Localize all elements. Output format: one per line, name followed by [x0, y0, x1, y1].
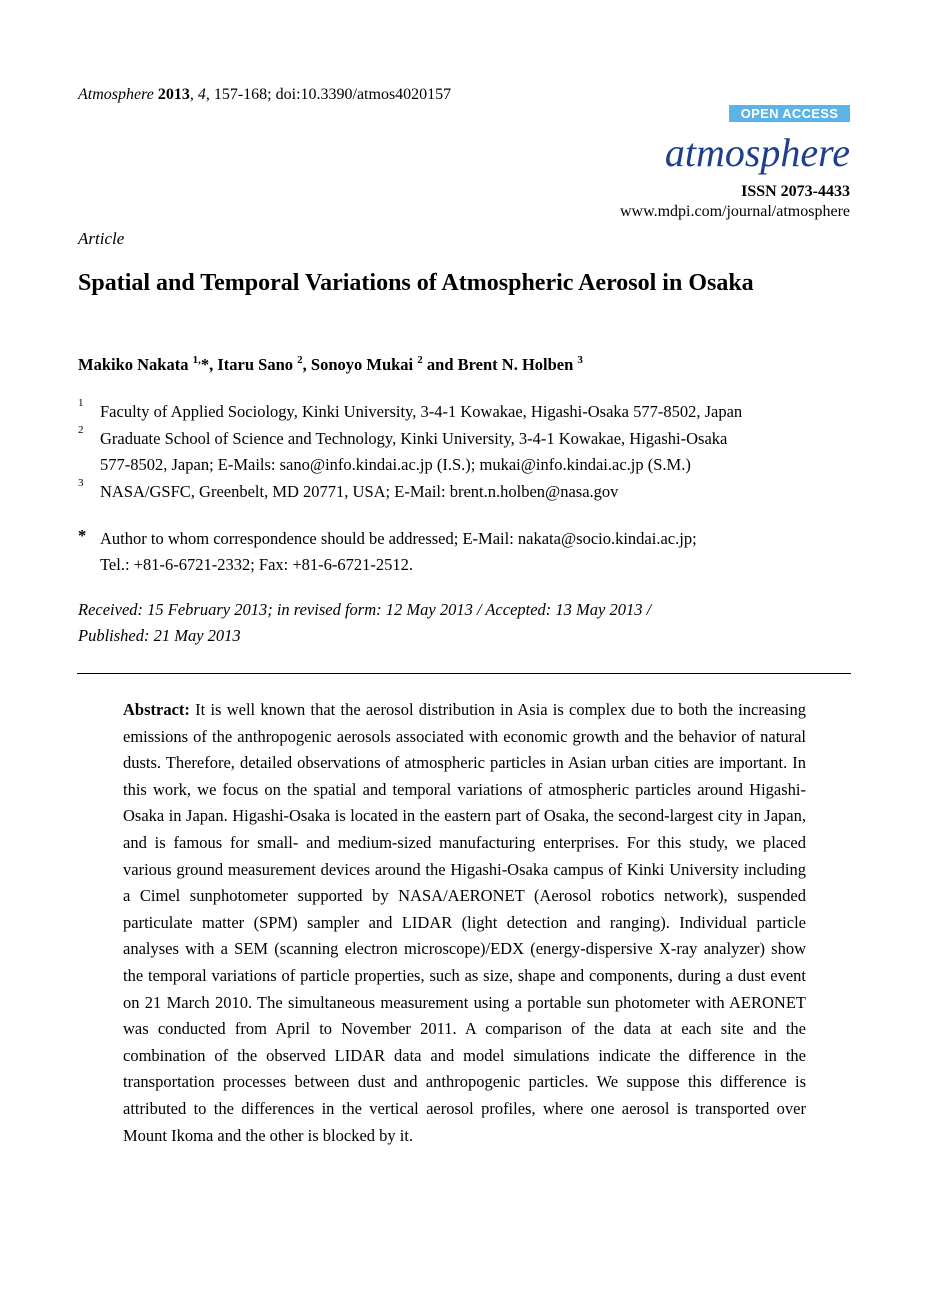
author-name: Makiko Nakata	[78, 355, 189, 374]
section-divider	[77, 673, 851, 674]
article-type: Article	[78, 229, 125, 248]
affiliation-number: 2	[78, 424, 84, 436]
citation-line: Atmosphere 2013, 4, 157-168; doi:10.3390/atmos4020157	[78, 86, 452, 103]
author-affiliation-sup: 2	[417, 354, 423, 366]
article-title: Spatial and Temporal Variations of Atmospheric Aerosol in Osaka	[78, 270, 754, 296]
affiliation-text: NASA/GSFC, Greenbelt, MD 20771, USA; E-Mail: brent.n.holben@nasa.gov	[100, 482, 619, 501]
author-separator: and	[422, 355, 458, 374]
citation-year: 2013	[157, 86, 190, 103]
citation-journal: Atmosphere	[78, 86, 154, 103]
author-name: Sonoyo Mukai	[310, 355, 414, 374]
abstract-label: Abstract:	[123, 700, 190, 719]
citation-doi: , 157-168; doi:10.3390/atmos4020157	[205, 86, 452, 103]
citation-volume: 4	[197, 86, 206, 103]
publication-dates	[78, 597, 838, 649]
affiliation-number: 3	[78, 477, 84, 489]
abstract-text: It is well known that the aerosol distribution in Asia is complex due to both the increasing emissions of the anthropogenic aerosols associated with economic growth and the behavior of natural dusts. Therefore, detailed observations of atmospheric particles in Asian urban cities are important. In this work, we focus on the spatial and temporal variations of atmospheric particles around Higashi-Osaka in Japan. Higashi-Osaka is located in the eastern part of Osaka, the second-largest city in Japan, and is famous for small- and medium-sized manufacturing enterprises. For this study, we placed various ground measurement devices around the Higashi-Osaka campus of Kinki University including a Cimel sunphotometer supported by NASA/AERONET (Aerosol robotics network), suspended particulate matter (SPM) sampler and LIDAR (light detection and ranging). Individual particle analyses with a SEM (scanning electron microscope)/EDX (energy-dispersive X-ray analyzer) show the temporal variations of particle properties, such as size, shape and components, during a dust event on 21 March 2010. The simultaneous measurement using a portable sun photometer with AERONET was conducted from April to November 2011. A comparison of the data at each site and the combination of the observed LIDAR data and model simulations indicate the difference in the transportation processes between dust and anthropogenic particles. We suppose this difference is attributed to the differences in the vertical aerosol profiles, where one aerosol is transported over Mount Ikoma and the other is blocked by it.	[123, 700, 806, 1145]
journal-logo-text: atmosphere	[664, 130, 850, 175]
affiliation-text: 577-8502, Japan; E-Mails: sano@info.kindai.ac.jp (I.S.); mukai@info.kindai.ac.jp (S.M.)	[100, 455, 691, 474]
author-name: Brent N. Holben	[457, 355, 574, 374]
author-list	[78, 355, 583, 375]
corresponding-mark: *	[200, 355, 210, 374]
author-affiliation-sup: 2	[297, 354, 303, 366]
author-affiliation-sup: 1,	[192, 354, 201, 366]
dates-line: Received: 15 February 2013; in revised form: 12 May 2013 / Accepted: 13 May 2013 /	[78, 600, 652, 619]
journal-url[interactable]: www.mdpi.com/journal/atmosphere	[619, 203, 850, 220]
affiliation-text: Graduate School of Science and Technology, Kinki University, 3-4-1 Kowakae, Higashi-Osaka	[100, 429, 728, 448]
affiliation-text: Faculty of Applied Sociology, Kinki University, 3-4-1 Kowakae, Higashi-Osaka 577-8502, Japan	[100, 402, 743, 421]
author-affiliation-sup: 3	[577, 354, 583, 366]
affiliation-number: 1	[78, 397, 84, 409]
correspondence-line: Tel.: +81-6-6721-2332; Fax: +81-6-6721-2512.	[100, 555, 414, 574]
author-name: Itaru Sano	[217, 355, 294, 374]
correspondence-line: Author to whom correspondence should be addressed; E-Mail: nakata@socio.kindai.ac.jp;	[100, 529, 697, 548]
author-separator: ,	[209, 355, 218, 374]
open-access-badge: OPEN ACCESS	[729, 105, 850, 122]
abstract	[123, 697, 806, 1149]
issn: ISSN 2073-4433	[741, 183, 850, 200]
corresponding-star: *	[78, 526, 87, 545]
author-separator: ,	[302, 355, 311, 374]
dates-line: Published: 21 May 2013	[78, 626, 241, 645]
